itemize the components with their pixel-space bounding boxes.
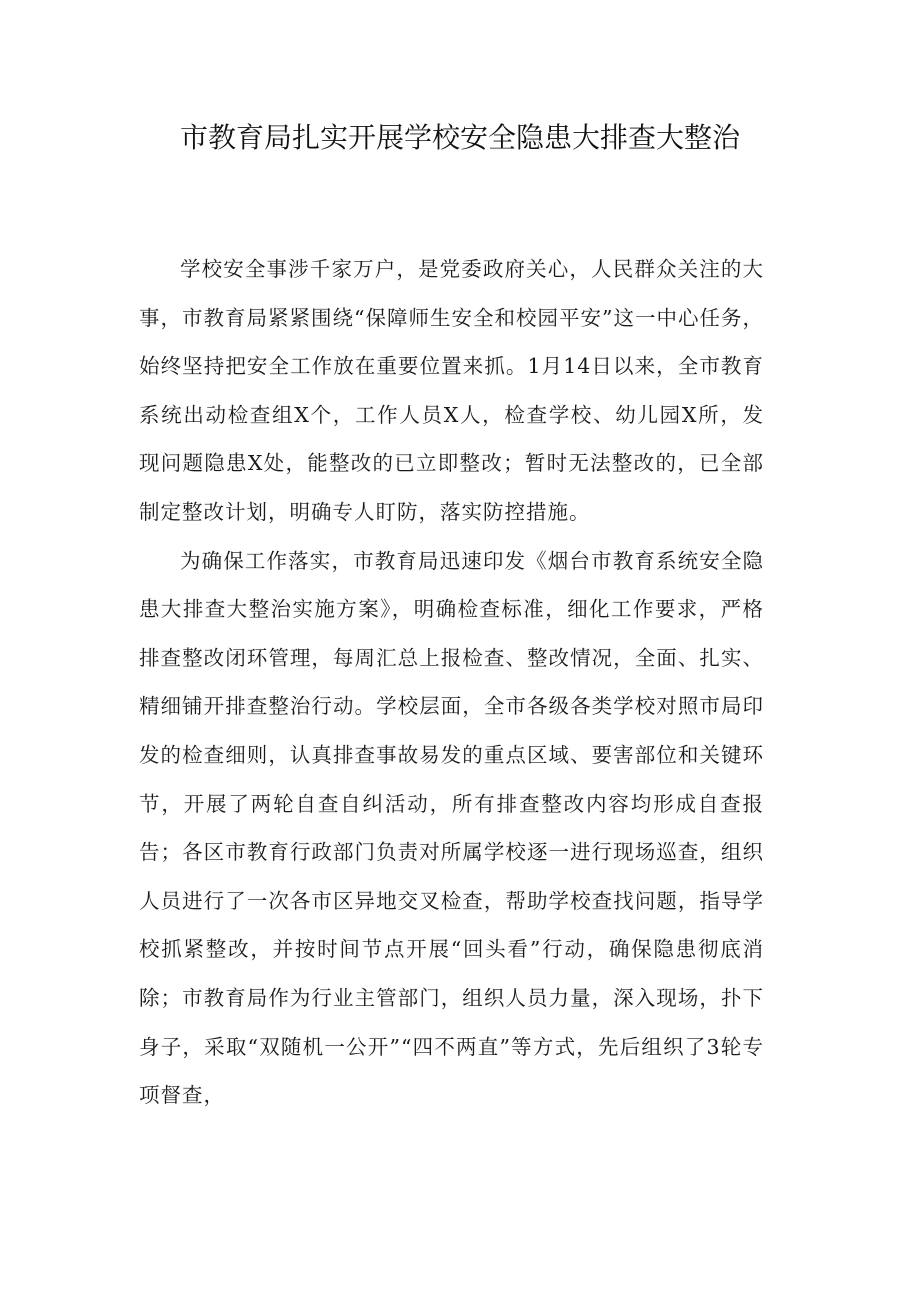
document-body [139,245,764,1120]
paragraph-2: 为确保工作落实，市教育局迅速印发《烟台市教育系统安全隐患大排查大整治实施方案》，明确检查标准，细化工作要求，严格排查整改闭环管理，每周汇总上报检查、整改情况，全面、扎实、精细铺开排查整治行动。学校层面，全市各级各类学校对照市局印发的检查细则，认真排查事故易发的重点区域、要害部位和关键环节，开展了两轮自查自纠活动，所有排查整改内容均形成自查报告；各区市教育行政部门负责对所属学校逐一进行现场巡查，组织人员进行了一次各市区异地交叉检查，帮助学校查找问题，指导学校抓紧整改，并按时间节点开展“回头看”行动，确保隐患彻底消除；市教育局作为行业主管部门，组织人员力量，深入现场，扑下身子，采取“双随机一公开”“四不两直”等方式，先后组织了3轮专项督查， [139,548,764,1108]
document-title: 市教育局扎实开展学校安全隐患大排查大整治 [179,121,740,154]
paragraph-1: 学校安全事涉千家万户，是党委政府关心，人民群众关注的大事，市教育局紧紧围绕“保障师生安全和校园平安”这一中心任务，始终坚持把安全工作放在重要位置来抓。1月14日以来，全市教育系统出动检查组X个，工作人员X人，检查学校、幼儿园X所，发现问题隐患X处，能整改的已立即整改；暂时无法整改的，已全部制定整改计划，明确专人盯防，落实防控措施。 [139,257,764,524]
